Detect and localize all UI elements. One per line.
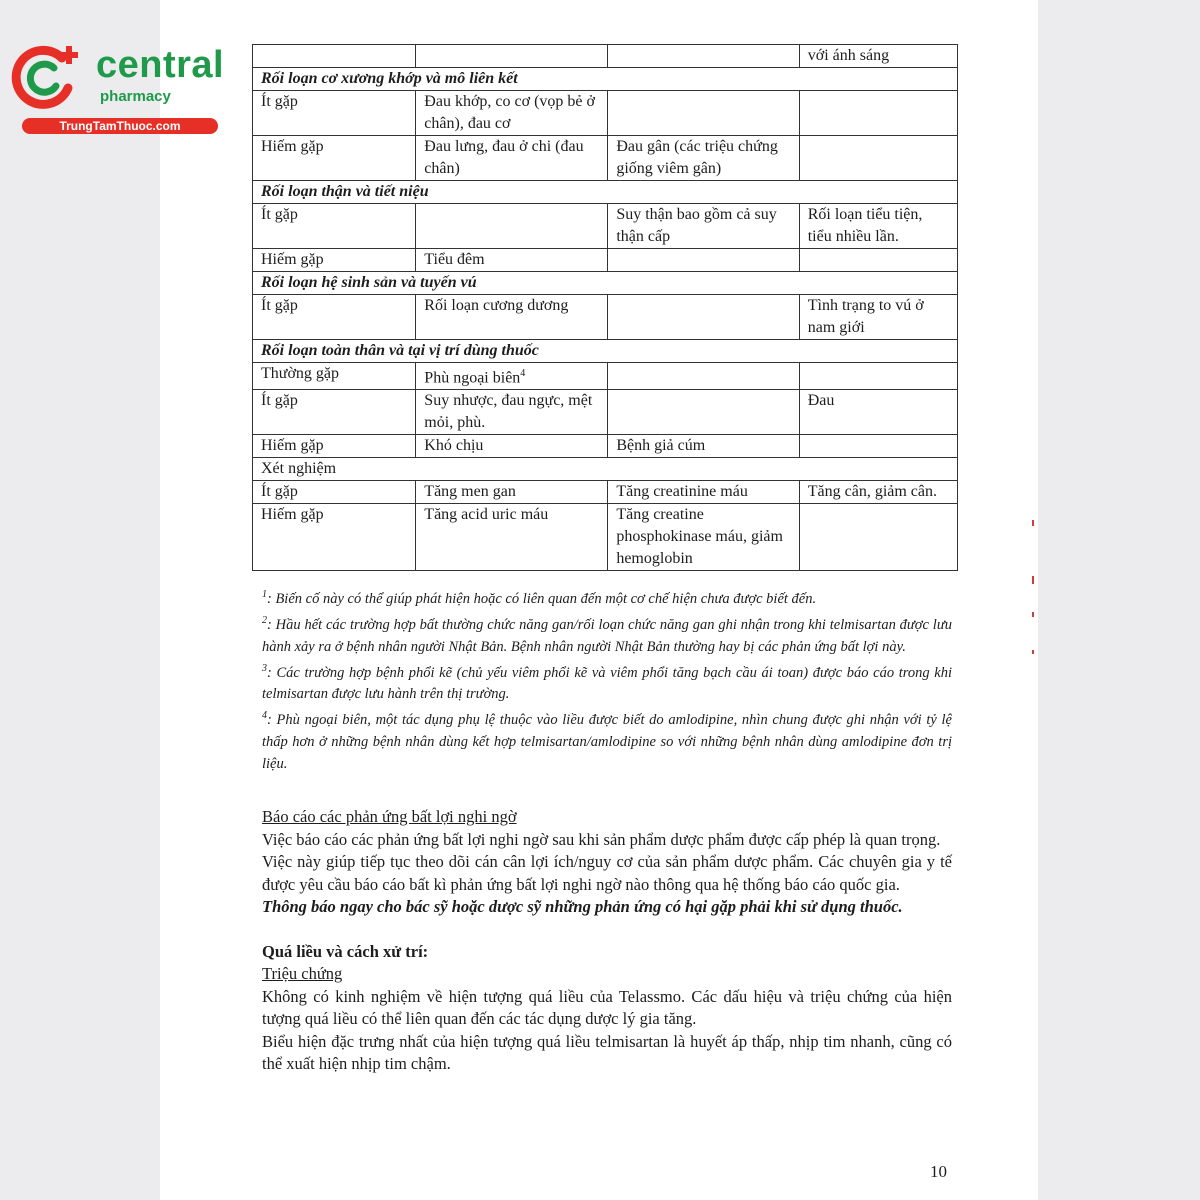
footnote-number: 2 — [262, 614, 267, 626]
section-title: Rối loạn toàn thân và tại vị trí dùng thuốc — [253, 340, 958, 363]
page-number: 10 — [930, 1162, 947, 1181]
table-cell — [799, 249, 957, 272]
cell-text: Ít gặp — [261, 392, 298, 410]
cell-text: Khó chịu — [424, 437, 484, 455]
cell-text: Ít gặp — [261, 297, 298, 314]
cell-text: Bệnh giả cúm — [616, 437, 706, 455]
frequency-cell — [253, 481, 416, 504]
table-row — [253, 295, 958, 340]
cell-text: Tình trạng to vú ở nam giới — [807, 297, 924, 336]
frequency-cell — [253, 363, 416, 390]
table-cell — [253, 45, 416, 68]
section-title: Rối loạn hệ sinh sản và tuyến vú — [253, 272, 958, 295]
table-cell — [416, 435, 608, 458]
cell-text: Đau — [807, 392, 835, 410]
table-row — [253, 363, 958, 390]
table-row — [253, 504, 958, 571]
table-cell — [608, 204, 799, 249]
footnote-number: 3 — [262, 662, 267, 674]
footnote — [262, 705, 952, 775]
table-cell — [608, 249, 799, 272]
footnote — [262, 658, 952, 706]
cell-text: Tăng acid uric máu — [424, 506, 549, 524]
cell-text: Rối loạn tiểu tiện, tiểu nhiều lần. — [807, 206, 923, 245]
footnote — [262, 584, 952, 610]
table-row — [253, 435, 958, 458]
overdose-heading: Quá liều và cách xử trí: — [262, 941, 429, 961]
cell-text: Tăng creatinine máu — [616, 483, 748, 501]
table-section-row — [253, 340, 958, 363]
frequency-cell — [253, 390, 416, 435]
overdose-paragraph-2: Biểu hiện đặc trưng nhất của hiện tượng quá liều telmisartan là huyết áp thấp, nhịp tim nhanh, cũng có thể xuất hiện nhịp tim chậm. — [262, 1031, 952, 1073]
footnote-text: : Các trường hợp bệnh phổi kẽ (chủ yếu viêm phổi kẽ và viêm phổi tăng bạch cầu ái toan) được báo cáo trong khi telmisartan được lưu hành trên thị trường. — [262, 664, 952, 703]
table-cell — [608, 91, 799, 136]
cell-text: Suy thận bao gồm cả suy thận cấp — [616, 206, 777, 245]
table-section-row — [253, 68, 958, 91]
report-heading: Báo cáo các phản ứng bất lợi nghi ngờ — [262, 807, 517, 826]
scan-mark — [1032, 576, 1034, 584]
table-cell — [799, 136, 957, 181]
table-cell — [416, 249, 608, 272]
table-cell — [416, 136, 608, 181]
footnote-number: 4 — [262, 710, 267, 722]
pharmacy-cross-icon — [10, 42, 80, 112]
footnote-text: : Phù ngoại biên, một tác dụng phụ lệ thuộc vào liều được biết do amlodipine, nhìn chung được ghi nhận với tỷ lệ thấp hơn ở những bệnh nhân dùng kết hợp telmisartan/amlodipine so với những bệnh nhân dùng amlodipine đơn trị liệu. — [262, 712, 952, 773]
logo-brand-sub: pharmacy — [100, 88, 171, 105]
frequency-cell — [253, 295, 416, 340]
cell-text: Tăng men gan — [424, 483, 516, 501]
table-cell — [416, 91, 608, 136]
table-cell — [608, 45, 799, 68]
cell-text: Tiểu đêm — [424, 251, 485, 268]
table-cell — [416, 204, 608, 249]
footnote-marker: 4 — [520, 368, 526, 379]
table-cell — [608, 435, 799, 458]
table-section-row — [253, 181, 958, 204]
cell-text: Rối loạn cương dương — [424, 297, 569, 314]
cell-text: Phù ngoại biên — [424, 369, 521, 387]
cell-text: Ít gặp — [261, 93, 298, 110]
table-cell — [608, 295, 799, 340]
table-cell — [416, 390, 608, 435]
footnote — [262, 610, 952, 658]
frequency-cell — [253, 504, 416, 571]
report-paragraph-2: Việc này giúp tiếp tục theo dõi cán cân lợi ích/nguy cơ của sản phẩm dược phẩm. Các chuyên gia y tế được yêu cầu báo cáo bất kì phản ứng bất lợi nghi ngờ nào thông qua hệ thống báo cáo quốc gia. — [262, 852, 952, 894]
report-notice: Thông báo ngay cho bác sỹ hoặc dược sỹ những phản ứng có hại gặp phải khi sử dụng thuốc. — [262, 897, 903, 916]
cell-text: Ít gặp — [261, 483, 298, 501]
table-cell — [799, 91, 957, 136]
overdose-paragraph-1: Không có kinh nghiệm về hiện tượng quá liều của Telassmo. Các dấu hiệu và triệu chứng của hiện tượng quá liều có thể liên quan đến các tác dụng dược lý gia tăng. — [262, 986, 952, 1028]
table-cell: với ánh sáng — [799, 45, 957, 68]
table-cell — [416, 45, 608, 68]
report-paragraph-1: Việc báo cáo các phản ứng bất lợi nghi ngờ sau khi sản phẩm dược phẩm được cấp phép là quan trọng. — [262, 829, 941, 849]
table-section-row — [253, 272, 958, 295]
table-cell — [416, 295, 608, 340]
logo-brand-name: central — [96, 44, 225, 86]
table-cell — [608, 481, 799, 504]
cell-text: Hiếm gặp — [261, 437, 324, 455]
cell-text: Tăng creatine phosphokinase máu, giảm hemoglobin — [616, 506, 783, 568]
table-row — [253, 136, 958, 181]
table-row — [253, 390, 958, 435]
scan-mark — [1032, 612, 1034, 617]
cell-text: Hiếm gặp — [261, 506, 324, 524]
cell-text: Hiếm gặp — [261, 138, 324, 155]
table-cell — [416, 504, 608, 571]
section-title: Rối loạn cơ xương khớp và mô liên kết — [253, 68, 958, 91]
table-cell — [799, 435, 957, 458]
table-cell — [799, 204, 957, 249]
table-cell — [608, 136, 799, 181]
central-pharmacy-logo[interactable] — [10, 36, 225, 136]
table-cell — [799, 481, 957, 504]
table-cell — [416, 363, 608, 390]
table-cell — [416, 481, 608, 504]
frequency-cell — [253, 91, 416, 136]
frequency-cell — [253, 435, 416, 458]
cell-text: Hiếm gặp — [261, 251, 324, 268]
table-footnotes — [262, 584, 952, 775]
logo-website-url[interactable]: TrungTamThuoc.com — [22, 118, 218, 134]
cell-text: Thường gặp — [261, 365, 340, 382]
cell-text: Tăng cân, giảm cân. — [807, 483, 938, 501]
table-row — [253, 45, 958, 68]
cell-text: Đau lưng, đau ở chi (đau chân) — [424, 138, 584, 177]
scan-mark — [1032, 520, 1034, 526]
frequency-cell — [253, 136, 416, 181]
cell-text: Suy nhược, đau ngực, mệt mỏi, phù. — [424, 392, 593, 432]
table-cell — [799, 390, 957, 435]
adverse-effects-table — [252, 44, 958, 571]
table-cell — [799, 504, 957, 571]
frequency-cell — [253, 204, 416, 249]
body-text — [262, 806, 952, 1076]
frequency-cell — [253, 249, 416, 272]
cell-text: Ít gặp — [261, 206, 298, 223]
scan-mark — [1032, 650, 1034, 654]
table-row — [253, 481, 958, 504]
table-cell — [608, 363, 799, 390]
footnote-text: : Biến cố này có thể giúp phát hiện hoặc có liên quan đến một cơ chế hiện chưa được biết đến. — [267, 590, 817, 607]
table-row — [253, 91, 958, 136]
table-cell — [608, 390, 799, 435]
table-row — [253, 204, 958, 249]
footnote-text: : Hầu hết các trường hợp bất thường chức năng gan/rối loạn chức năng gan ghi nhận trong khi telmisartan được lưu hành xảy ra ở bệnh nhân người Nhật Bản. Bệnh nhân người Nhật Bản thường hay bị các phản ứng bất lợi này. — [262, 616, 952, 655]
cell-text: Đau gân (các triệu chứng giống viêm gân) — [616, 138, 778, 177]
table-cell — [799, 363, 957, 390]
table-row — [253, 249, 958, 272]
section-title: Xét nghiệm — [253, 458, 958, 481]
cell-text: Đau khớp, co cơ (vọp bẻ ở chân), đau cơ — [424, 93, 595, 132]
spacer — [262, 919, 952, 941]
table-section-row — [253, 458, 958, 481]
table-cell — [799, 295, 957, 340]
section-title: Rối loạn thận và tiết niệu — [253, 181, 958, 204]
overdose-subheading: Triệu chứng — [262, 964, 343, 983]
footnote-number: 1 — [262, 589, 267, 600]
table-cell — [608, 504, 799, 571]
